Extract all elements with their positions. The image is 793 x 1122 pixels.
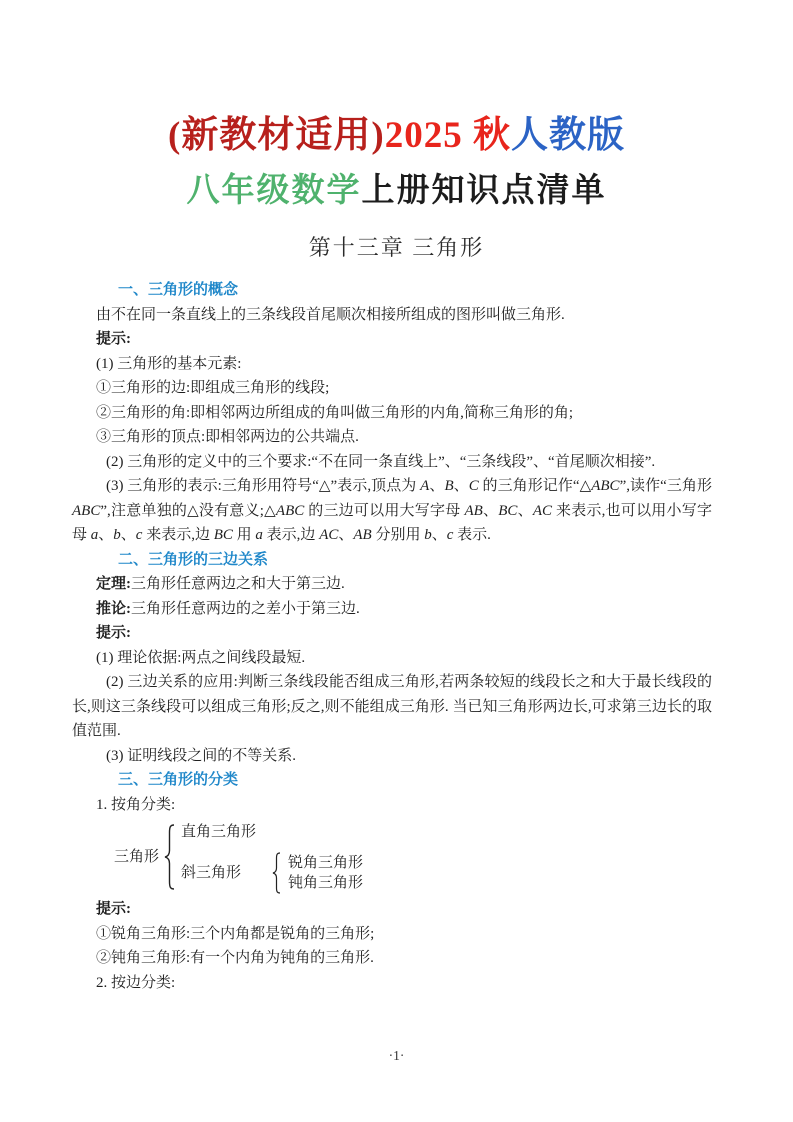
paragraph-text: (1) 理论依据:两点之间线段最短.	[96, 649, 306, 666]
paragraph	[72, 352, 712, 377]
main-title	[0, 112, 793, 160]
paragraph-text: ②三角形的角:即相邻两边所组成的角叫做三角形的内角,简称三角形的角;	[96, 404, 574, 421]
paragraph-text: 2. 按边分类:	[96, 974, 176, 991]
paragraph-text: (3) 三角形的表示:三角形用符号“△”表示,顶点为 A、B、C 的三角形记作“△ABC”,读作“三角形 ABC”,注意单独的△没有意义;△ABC 的三边可以用大写字母 AB、BC、AC 来表示,也可以用小写字母 a、b、c 来表示,边 BC 用 a 表示,边 AC、AB 分别用 b、c 表示.	[72, 478, 712, 543]
title-part-publisher: 人教版	[510, 115, 625, 156]
subtitle-grade-subject: 八年级数学	[186, 173, 362, 209]
paragraph	[72, 922, 712, 947]
paragraph-lead: 提示:	[96, 901, 131, 917]
section-heading-3: 三、三角形的分类	[118, 772, 239, 788]
paragraph-lead: 推论:	[96, 600, 131, 617]
paragraph	[72, 597, 712, 622]
paragraph	[72, 401, 712, 426]
subtitle	[0, 170, 793, 212]
paragraph-text: ③三角形的顶点:即相邻两边的公共端点.	[96, 429, 359, 445]
content	[0, 278, 793, 995]
header	[0, 112, 793, 262]
paragraph	[72, 376, 712, 401]
paragraph-text: 由不在同一条直线上的三条线段首尾顺次相接所组成的图形叫做三角形.	[96, 306, 565, 323]
paragraph	[72, 646, 712, 671]
paragraph	[72, 425, 712, 450]
paragraph	[72, 327, 712, 352]
paragraph-text: ②钝角三角形:有一个内角为钝角的三角形.	[96, 950, 374, 966]
diagram-level1	[181, 820, 363, 894]
paragraph	[72, 744, 712, 769]
paragraph-text: (2) 三角形的定义中的三个要求:“不在同一条直线上”、“三条线段”、“首尾顺次相接”.	[106, 453, 656, 470]
paragraph-text: ①三角形的边:即组成三角形的线段;	[96, 380, 330, 396]
diagram-root-label: 三角形	[114, 849, 160, 865]
paragraph	[72, 303, 712, 328]
brace-icon	[271, 852, 282, 894]
paragraph-lead: 定理:	[96, 576, 131, 592]
paragraph	[72, 946, 712, 971]
diagram-level2	[288, 853, 363, 893]
paragraph-text: ①锐角三角形:三个内角都是锐角的三角形;	[96, 925, 375, 942]
paragraph-text: 三角形任意两边的之差小于第三边.	[131, 600, 360, 617]
paragraph	[72, 621, 712, 646]
classification-by-angle-label	[72, 793, 712, 818]
paragraph	[72, 572, 712, 597]
paragraph-text: (2) 三边关系的应用:判断三条线段能否组成三角形,若两条较短的线段长之和大于最长线段的长,则这三条线段可以组成三角形;反之,则不能组成三角形. 当已知三角形两边长,可求第三边长的取值范围.	[72, 674, 712, 739]
title-part-year: 2025 秋	[384, 115, 511, 156]
brace-icon	[163, 824, 177, 890]
paragraph-text: (1) 三角形的基本元素:	[96, 355, 242, 372]
chapter-title: 第十三章 三角形	[308, 235, 485, 260]
classification-by-side-label	[72, 971, 712, 996]
diagram-item-oblique-triangle: 斜三角形	[181, 865, 242, 881]
paragraph-text: (3) 证明线段之间的不等关系.	[106, 747, 296, 764]
paragraph	[72, 670, 712, 744]
page-number: ·1·	[388, 1048, 405, 1063]
section-heading-1: 一、三角形的概念	[118, 282, 239, 298]
section-heading-2: 二、三角形的三边关系	[118, 551, 269, 568]
paragraph-text: 三角形任意两边之和大于第三边.	[131, 576, 345, 592]
paragraph-lead: 提示:	[96, 331, 131, 347]
classification-diagram	[114, 820, 712, 894]
paragraph	[72, 897, 712, 922]
diagram-item-acute-triangle: 锐角三角形	[288, 855, 364, 871]
diagram-level1-row	[181, 852, 363, 894]
diagram-item-obtuse-triangle: 钝角三角形	[288, 875, 364, 891]
paragraph	[72, 474, 712, 548]
paragraph-lead: 提示:	[96, 625, 131, 641]
subtitle-volume: 上册知识点清单	[361, 173, 607, 209]
title-part-edition: (新教材适用)	[168, 115, 385, 156]
paragraph-text: 1. 按角分类:	[96, 796, 176, 813]
diagram-item-right-triangle: 直角三角形	[181, 824, 257, 840]
paragraph	[72, 450, 712, 475]
